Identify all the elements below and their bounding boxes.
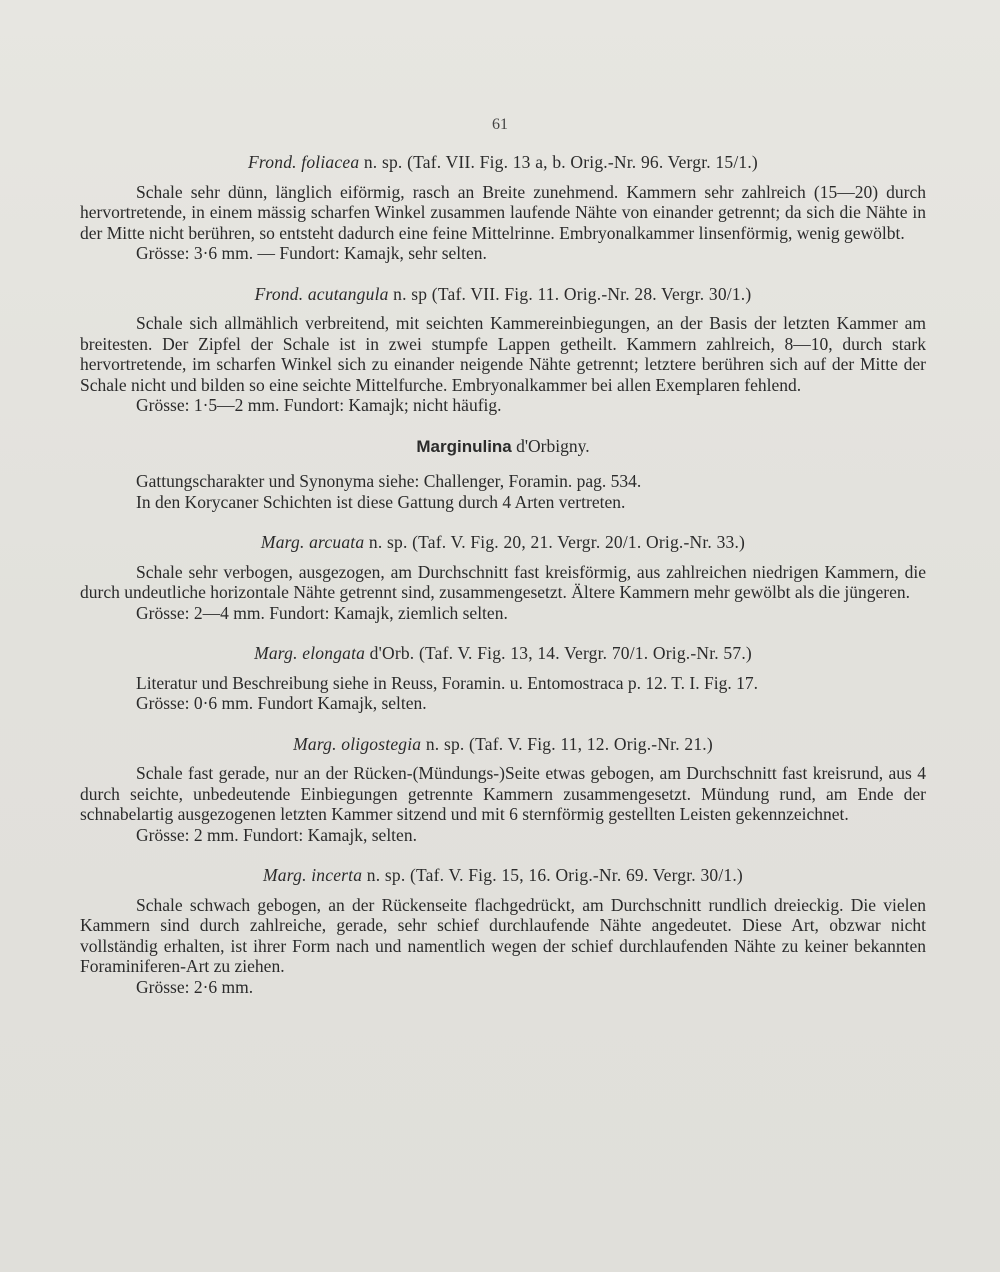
species-heading-arcuata (80, 532, 926, 553)
description-paragraph: Schale sehr verbogen, ausgezogen, am Durchschnitt fast kreisförmig, aus zahlreichen niedrigen Kammern, die durch undeutliche horizontale Nähte getrennt sind, zusammengesetzt. Ältere Kammern mehr gewölbt als die jüngeren. (80, 561, 926, 602)
size-locality-line: Grösse: 2—4 mm. Fundort: Kamajk, ziemlich selten. (136, 602, 508, 623)
species-name: Frond. foliacea (248, 152, 360, 172)
species-reference: n. sp. (Taf. V. Fig. 20, 21. Vergr. 20/1. Orig.-Nr. 33.) (364, 532, 746, 552)
description-paragraph: Schale fast gerade, nur an der Rücken-(Mündungs-)Seite etwas gebogen, am Durchschnitt fast kreisrund, aus 4 durch seichte, unbedeutende Einbiegungen getrennte Kammern zusammengesetzt. Mündung rund, am Ende der schnabelartig ausgezogenen letzten Kammer sitzend und mit 6 sternförmig gestellten Leisten gekennzeichnet. (80, 763, 926, 824)
genus-paragraph: In den Korycaner Schichten ist diese Gattung durch 4 Arten vertreten. (136, 491, 626, 512)
species-heading-foliacea (80, 152, 926, 173)
species-heading-incerta (80, 865, 926, 886)
size-locality-line: Grösse: 2 mm. Fundort: Kamajk, selten. (136, 824, 417, 845)
species-reference: n. sp. (Taf. VII. Fig. 13 a, b. Orig.-Nr. 96. Vergr. 15/1.) (359, 152, 758, 172)
species-reference: d'Orb. (Taf. V. Fig. 13, 14. Vergr. 70/1. Orig.-Nr. 57.) (365, 643, 752, 663)
species-reference: n. sp (Taf. VII. Fig. 11. Orig.-Nr. 28. Vergr. 30/1.) (388, 283, 752, 304)
size-locality-line: Grösse: 1·5—2 mm. Fundort: Kamajk; nicht häufig. (136, 395, 502, 415)
description-paragraph: Schale schwach gebogen, an der Rückenseite flachgedrückt, am Durchschnitt rundlich dreieckig. Die vielen Kammern sind durch zahlreiche, gerade, sehr schief durchlaufende Nähte angedeutet. Diese Art, obzwar nicht vollständig erhalten, ist ihrer Form nach und namentlich wegen der schief durchlaufenden Nähte zu keiner bekannten Foraminiferen-Art zu ziehen. (80, 894, 926, 976)
species-heading-acutangula (80, 284, 926, 305)
genus-name: Marginulina (416, 436, 512, 456)
page-number: 61 (492, 116, 508, 133)
species-name: Frond. acutangula (254, 283, 389, 304)
species-reference: n. sp. (Taf. V. Fig. 11, 12. Orig.-Nr. 21.) (421, 733, 713, 754)
species-name: Marg. incerta (263, 865, 363, 885)
genus-paragraph: Gattungscharakter und Synonyma siehe: Challenger, Foramin. pag. 534. (136, 471, 642, 491)
size-locality-line: Grösse: 0·6 mm. Fundort Kamajk, selten. (136, 693, 427, 713)
description-paragraph: Schale sehr dünn, länglich eiförmig, rasch an Breite zunehmend. Kammern sehr zahlreich (15—20) durch hervortretende, in einem mässig scharfen Winkel zusammen laufende Nähte von einander getrennt; da sich die Nähte in der Mitte nicht berühren, so entsteht dadurch eine feine Mittelrinne. Embryonalkammer linsenförmig, wenig gewölbt. (80, 181, 926, 243)
description-paragraph: Literatur und Beschreibung siehe in Reuss, Foramin. u. Entomostraca p. 12. T. I. Fig. 17. (136, 672, 758, 693)
page-body (80, 152, 926, 997)
size-locality-line: Grösse: 2·6 mm. (136, 976, 254, 997)
species-reference: n. sp. (Taf. V. Fig. 15, 16. Orig.-Nr. 69. Vergr. 30/1.) (362, 865, 743, 885)
species-name: Marg. oligostegia (293, 733, 422, 754)
species-heading-oligostegia (80, 734, 926, 755)
species-name: Marg. elongata (254, 643, 366, 663)
genus-author: d'Orbigny. (511, 435, 590, 456)
species-name: Marg. arcuata (260, 532, 365, 552)
genus-heading (80, 436, 926, 458)
description-paragraph: Schale sich allmählich verbreitend, mit seichten Kammereinbiegungen, an der Basis der letzten Kammer am breitesten. Der Zipfel der Schale ist in zwei stumpfe Lappen getheilt. Kammern zahlreich, 8—10, durch stark hervortretende, im scharfen Winkel sich zu einander neigende Nähte getrennt; letztere berühren sich auf der Mitte der Schale nicht und bilden so eine seichte Mittelfurche. Embryonalkammer bei allen Exemplaren fehlend. (80, 313, 926, 395)
size-locality-line: Grösse: 3·6 mm. — Fundort: Kamajk, sehr selten. (136, 243, 487, 263)
species-heading-elongata (80, 643, 926, 664)
